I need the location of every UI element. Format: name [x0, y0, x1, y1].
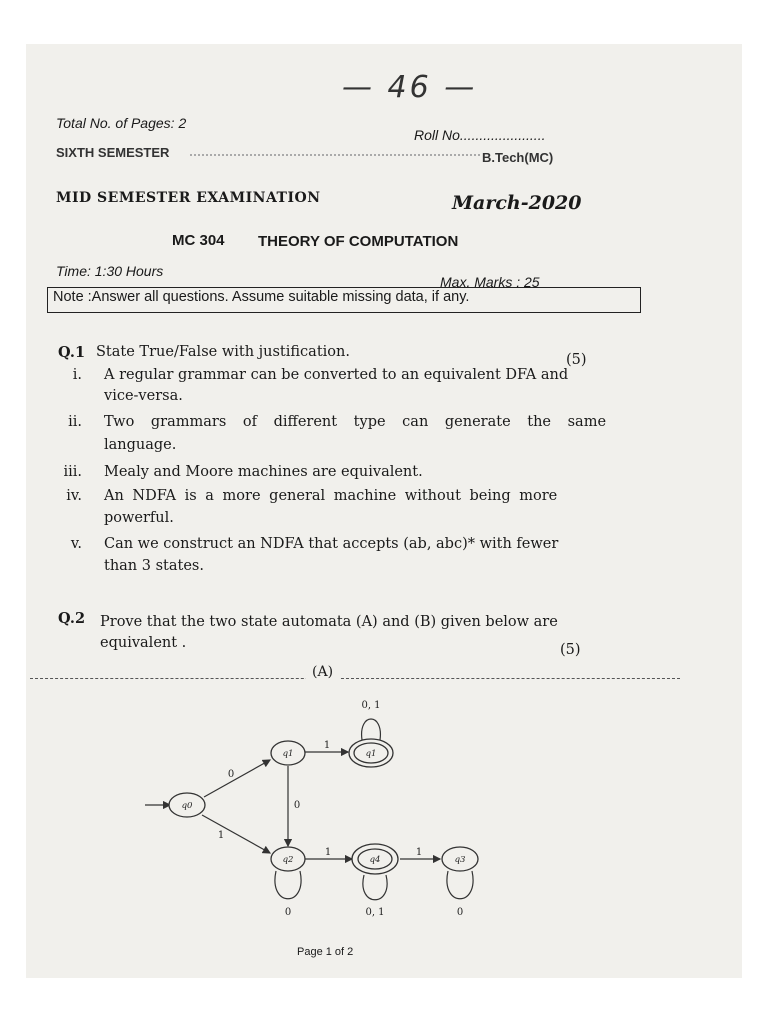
edge-q0-q1	[204, 760, 270, 797]
q2-line1: Prove that the two state automata (A) and (B) given below are	[100, 614, 558, 630]
q1-item-line: powerful.	[104, 510, 174, 526]
q1-item-line: than 3 states.	[104, 558, 204, 574]
semester: SIXTH SEMESTER	[56, 145, 170, 160]
q2-number: Q.2	[58, 610, 86, 627]
q2-line2: equivalent .	[100, 635, 187, 651]
q2-marks: (5)	[560, 642, 581, 658]
edge-label: 1	[324, 847, 332, 858]
edge-label: 1	[323, 740, 331, 751]
q1-item-line: vice-versa.	[104, 388, 183, 404]
edge-label: 0	[284, 907, 292, 918]
q1-text: State True/False with justification.	[96, 344, 350, 360]
loop-q2	[275, 871, 301, 899]
edge-q0-q2	[202, 815, 270, 853]
q1-item-line: An NDFA is a more general machine without being more	[104, 488, 558, 504]
q1-item-num: i.	[72, 367, 82, 383]
q1-item-num: iii.	[63, 464, 82, 480]
q1-item-line: Two grammars of different type can generate the same	[104, 414, 607, 430]
edge-label: 0	[227, 769, 235, 780]
q1-item-num: iv.	[66, 488, 82, 504]
roll-no: Roll No......................	[414, 127, 546, 143]
exam-time: Time: 1:30 Hours	[56, 263, 164, 279]
q1-item-num: v.	[70, 536, 82, 552]
q1-marks: (5)	[566, 352, 587, 368]
q1-item-line: language.	[104, 437, 177, 453]
state-label: q3	[454, 855, 466, 865]
q1-item-num: ii.	[68, 414, 82, 430]
course-title: THEORY OF COMPUTATION	[258, 233, 459, 250]
edge-label: 1	[415, 847, 423, 858]
edge-label: 0, 1	[361, 700, 381, 711]
q1-item-line: Can we construct an NDFA that accepts (ab, abc)* with fewer	[104, 536, 559, 552]
state-label: q2	[282, 855, 294, 865]
note-text: Note :Answer all questions. Assume suitable missing data, if any.	[53, 289, 470, 305]
state-label: q4	[369, 855, 381, 865]
edge-label: 0	[456, 907, 464, 918]
total-pages: Total No. of Pages: 2	[56, 115, 187, 131]
handwritten-page-number: — 46 —	[342, 70, 478, 105]
course-code: MC 304	[172, 232, 225, 249]
loop-q3	[447, 871, 473, 899]
edge-label: 1	[217, 830, 225, 841]
state-label: q1	[365, 749, 377, 759]
exam-date: March-2020	[452, 192, 582, 214]
q1-item-line: A regular grammar can be converted to an equivalent DFA and	[104, 367, 569, 383]
state-label: q1	[282, 749, 294, 759]
loop-q1final	[362, 719, 381, 740]
max-marks: Max. Marks : 25	[440, 274, 540, 290]
state-label: q0	[181, 801, 193, 811]
program: B.Tech(MC)	[482, 150, 554, 165]
exam-title: MID SEMESTER EXAMINATION	[56, 190, 321, 206]
page-footer: Page 1 of 2	[297, 946, 354, 958]
q1-number: Q.1	[58, 344, 86, 361]
loop-q4	[363, 875, 387, 900]
automaton-a-label: (A)	[306, 664, 339, 680]
q1-item-line: Mealy and Moore machines are equivalent.	[104, 464, 423, 480]
edge-label: 0, 1	[365, 907, 385, 918]
edge-label: 0	[293, 800, 301, 811]
